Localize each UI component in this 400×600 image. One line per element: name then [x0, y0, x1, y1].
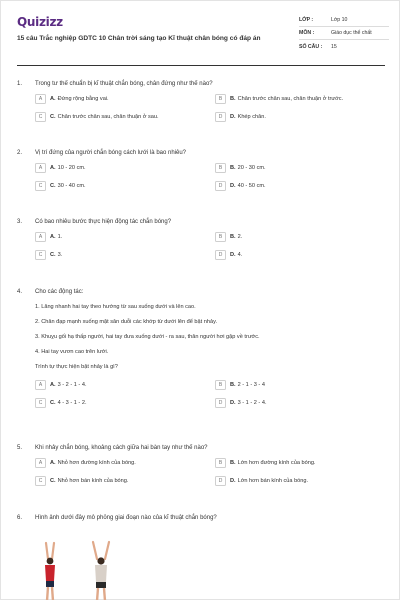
- option-box[interactable]: A: [35, 94, 46, 104]
- option-box[interactable]: D: [215, 181, 226, 191]
- option-box[interactable]: C: [35, 476, 46, 486]
- player-figure-right: [93, 542, 109, 600]
- blocking-figure-image: [37, 539, 127, 600]
- question-stem: [17, 150, 387, 156]
- answer-options: [17, 94, 387, 122]
- option-text: Lớn hơn bán kính của bóng.: [237, 478, 309, 484]
- option-text: Nhỏ hơn bán kính của bóng.: [57, 478, 129, 484]
- option-text: Đứng rộng bằng vai.: [57, 96, 109, 102]
- option-c[interactable]: [35, 476, 215, 486]
- question-number: 1.: [17, 81, 23, 87]
- step-4: 4. Hai tay vươn cao trên lưới.: [35, 349, 109, 355]
- option-box[interactable]: C: [35, 250, 46, 260]
- step-1: 1. Lăng nhanh hai tay theo hướng từ sau xuống dưới và lên cao.: [35, 304, 196, 310]
- question-2: [17, 150, 387, 191]
- question-text: Cho các động tác:: [35, 289, 84, 295]
- option-text: Chân trước chân sau, chân thuận ở trước.: [237, 96, 344, 102]
- meta-table: [299, 14, 389, 53]
- option-c[interactable]: [35, 398, 215, 408]
- question-text: Trong tư thế chuẩn bị kĩ thuật chắn bóng, chân đứng như thế nào?: [35, 81, 213, 87]
- answer-options: [17, 380, 387, 408]
- option-letter: C.: [50, 478, 56, 484]
- option-b[interactable]: [215, 380, 395, 390]
- player-figure-left: [45, 543, 55, 600]
- option-text: 2 - 1 - 3 - 4: [237, 382, 265, 388]
- option-box[interactable]: C: [35, 181, 46, 191]
- quizizz-logo: Quizizz: [17, 15, 63, 29]
- question-stem: [17, 289, 387, 295]
- answer-options: [17, 163, 387, 191]
- option-letter: C.: [50, 400, 56, 406]
- option-box[interactable]: B: [215, 380, 226, 390]
- question-stem: [17, 445, 387, 451]
- option-a[interactable]: [35, 458, 215, 468]
- question-stem: [17, 219, 387, 225]
- option-text: 4 - 3 - 1 - 2.: [57, 400, 87, 406]
- option-letter: C.: [50, 183, 56, 189]
- question-6: [17, 515, 387, 521]
- option-text: Khép chân.: [237, 114, 266, 120]
- meta-row-count: [299, 40, 389, 53]
- option-text: Lớn hơn đường kính của bóng.: [237, 460, 316, 466]
- question-1: [17, 81, 387, 122]
- option-letter: A.: [50, 460, 56, 466]
- option-a[interactable]: [35, 163, 215, 173]
- meta-value: Giáo dục thể chất: [331, 30, 372, 36]
- meta-value: Lớp 10: [331, 17, 348, 23]
- option-text: 10 - 20 cm.: [57, 165, 86, 171]
- question-number: 3.: [17, 219, 23, 225]
- option-box[interactable]: B: [215, 163, 226, 173]
- question-number: 5.: [17, 445, 23, 451]
- option-letter: A.: [50, 96, 56, 102]
- option-text: 4.: [237, 252, 243, 258]
- option-text: 1.: [57, 234, 63, 240]
- option-letter: B.: [230, 96, 236, 102]
- question-text: Hình ảnh dưới đây mô phỏng giai đoạn nào của kĩ thuật chắn bóng?: [35, 515, 217, 521]
- option-letter: A.: [50, 382, 56, 388]
- option-text: 2.: [237, 234, 243, 240]
- meta-label: LỚP :: [299, 17, 314, 23]
- option-d[interactable]: [215, 250, 395, 260]
- option-letter: B.: [230, 165, 236, 171]
- question-4: [17, 289, 387, 408]
- option-box[interactable]: D: [215, 476, 226, 486]
- question-3: [17, 219, 387, 260]
- option-text: Chân trước chân sau, chân thuận ở sau.: [57, 114, 159, 120]
- question-text: Khi nhảy chắn bóng, khoảng cách giữa hai bàn tay như thế nào?: [35, 445, 208, 451]
- option-text: 3 - 2 - 1 - 4.: [57, 382, 87, 388]
- meta-row-class: [299, 14, 389, 27]
- answer-options: [17, 458, 387, 486]
- option-text: 30 - 40 cm.: [57, 183, 86, 189]
- option-box[interactable]: A: [35, 380, 46, 390]
- meta-label: SỐ CÂU :: [299, 43, 323, 50]
- option-text: 20 - 30 cm.: [237, 165, 266, 171]
- option-box[interactable]: D: [215, 112, 226, 122]
- option-letter: B.: [230, 234, 236, 240]
- option-a[interactable]: [35, 94, 215, 104]
- question-prompt: Trình tự thực hiện bật nhảy là gì?: [35, 364, 118, 370]
- meta-row-subject: [299, 27, 389, 40]
- option-letter: A.: [50, 165, 56, 171]
- option-letter: D.: [230, 114, 236, 120]
- option-letter: D.: [230, 252, 236, 258]
- option-c[interactable]: [35, 250, 215, 260]
- option-box[interactable]: C: [35, 112, 46, 122]
- option-letter: A.: [50, 234, 56, 240]
- option-box[interactable]: A: [35, 232, 46, 242]
- option-b[interactable]: [215, 94, 395, 104]
- option-letter: C.: [50, 114, 56, 120]
- option-c[interactable]: [35, 112, 215, 122]
- option-d[interactable]: [215, 398, 395, 408]
- option-letter: C.: [50, 252, 56, 258]
- option-box[interactable]: A: [35, 163, 46, 173]
- option-box[interactable]: B: [215, 232, 226, 242]
- header-divider: [17, 65, 385, 66]
- option-a[interactable]: [35, 380, 215, 390]
- option-d[interactable]: [215, 112, 395, 122]
- option-b[interactable]: [215, 232, 395, 242]
- option-box[interactable]: B: [215, 458, 226, 468]
- option-text: Nhỏ hơn đường kính của bóng.: [57, 460, 136, 466]
- step-2: 2. Chân đạp mạnh xuống mặt sân duỗi các khớp từ dưới lên để bật nhảy.: [35, 319, 218, 325]
- option-box[interactable]: C: [35, 398, 46, 408]
- option-letter: B.: [230, 460, 236, 466]
- option-box[interactable]: A: [35, 458, 46, 468]
- question-5: [17, 445, 387, 486]
- question-stem: [17, 81, 387, 87]
- worksheet-header: [1, 1, 400, 65]
- option-text: 3 - 1 - 2 - 4.: [237, 400, 267, 406]
- option-box[interactable]: D: [215, 398, 226, 408]
- step-3: 3. Khuỵu gối hạ thấp người, hai tay đưa xuống dưới - ra sau, thân người hơi gập về trước.: [35, 334, 260, 340]
- document-title: 15 câu Trắc nghiệp GDTC 10 Chân trời sáng tạo Kĩ thuật chân bóng có đáp án: [17, 35, 261, 42]
- option-d[interactable]: [215, 181, 395, 191]
- question-text: Có bao nhiêu bước thực hiện động tác chắn bóng?: [35, 219, 172, 225]
- option-text: 3.: [57, 252, 63, 258]
- option-letter: B.: [230, 382, 236, 388]
- answer-options: [17, 232, 387, 260]
- option-a[interactable]: [35, 232, 215, 242]
- option-box[interactable]: D: [215, 250, 226, 260]
- question-number: 6.: [17, 515, 23, 521]
- question-number: 4.: [17, 289, 23, 295]
- option-letter: D.: [230, 183, 236, 189]
- option-c[interactable]: [35, 181, 215, 191]
- question-number: 2.: [17, 150, 23, 156]
- option-d[interactable]: [215, 476, 395, 486]
- option-b[interactable]: [215, 163, 395, 173]
- question-stem: [17, 515, 387, 521]
- question-text: Vị trí đứng của người chắn bóng cách lưới là bao nhiêu?: [35, 150, 187, 156]
- option-letter: D.: [230, 400, 236, 406]
- option-text: 40 - 50 cm.: [237, 183, 266, 189]
- meta-value: 15: [331, 43, 337, 50]
- option-letter: D.: [230, 478, 236, 484]
- option-box[interactable]: B: [215, 94, 226, 104]
- option-b[interactable]: [215, 458, 395, 468]
- meta-label: MÔN :: [299, 30, 315, 36]
